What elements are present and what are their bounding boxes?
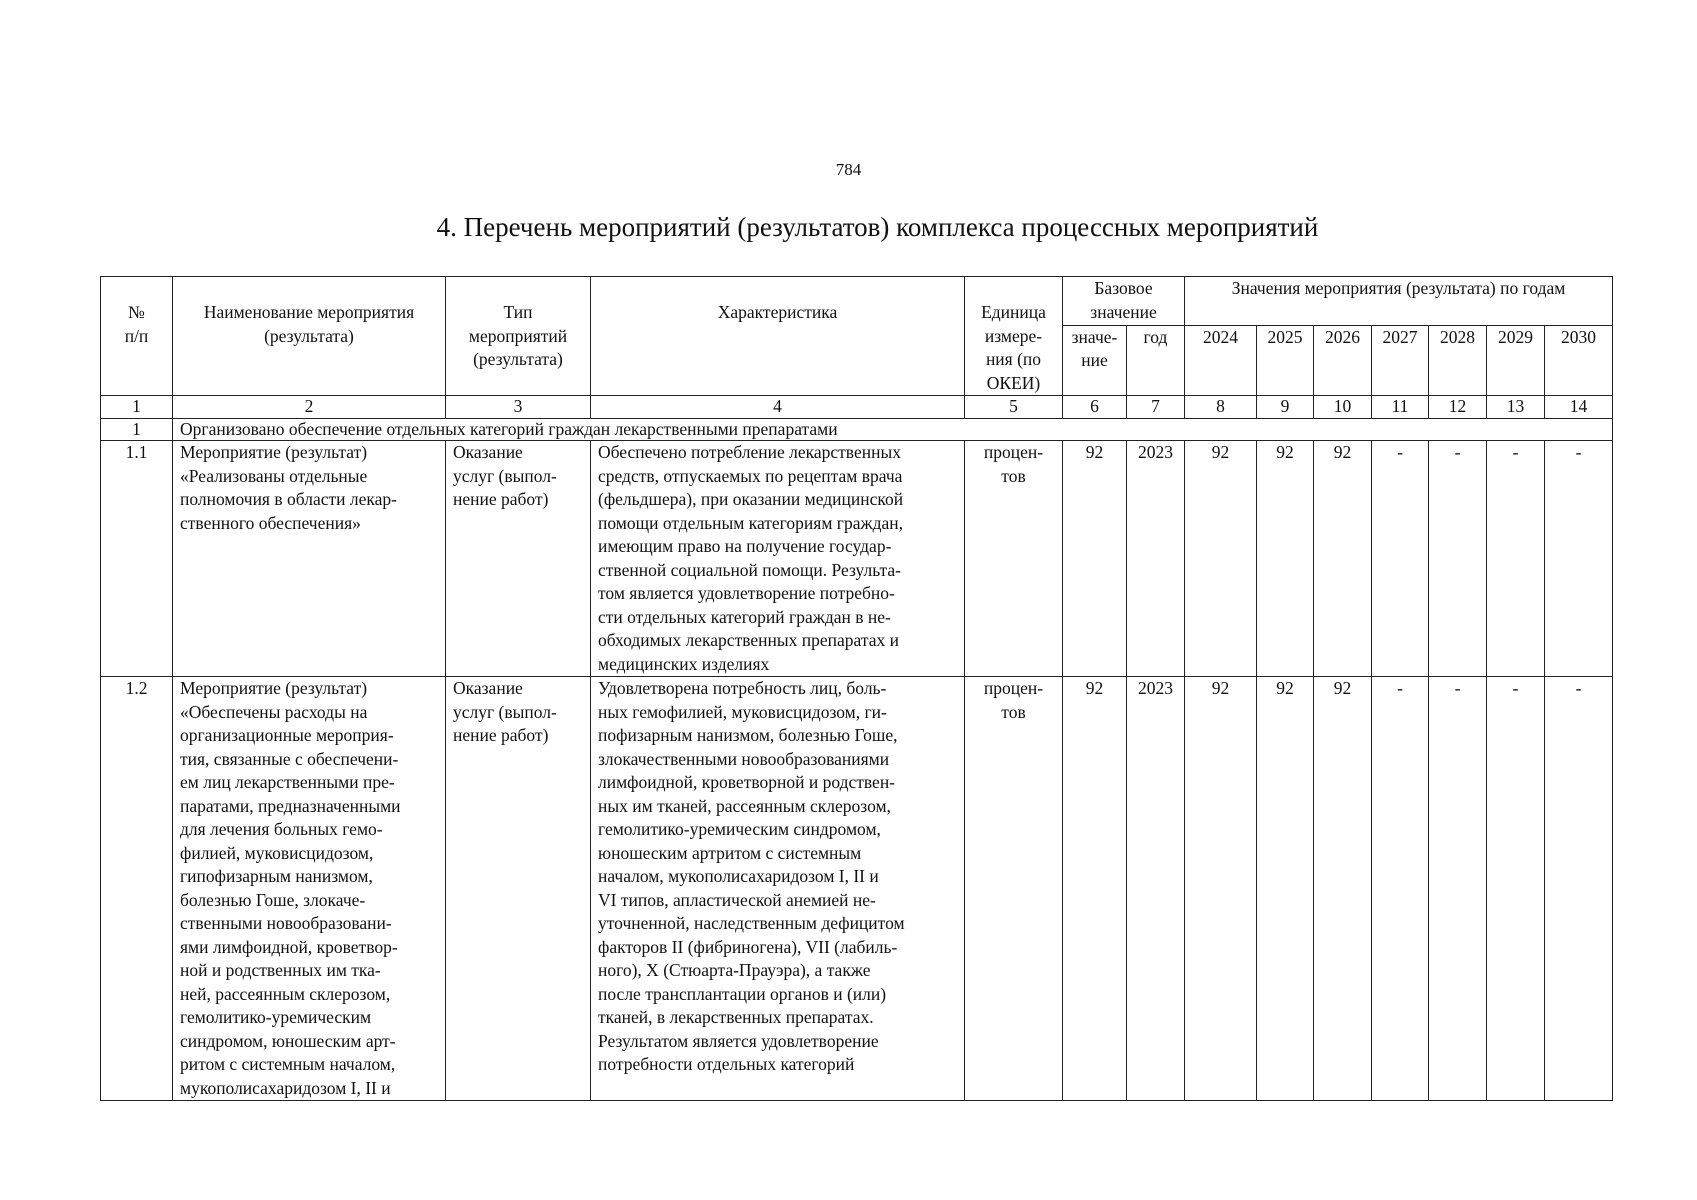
value-2029: - — [1487, 441, 1545, 677]
value-2030: - — [1545, 441, 1613, 677]
column-number: 11 — [1372, 396, 1429, 419]
row-number: 1.1 — [101, 441, 173, 677]
value-2028: - — [1429, 441, 1487, 677]
column-number: 6 — [1063, 396, 1127, 419]
value-2030: - — [1545, 677, 1613, 1101]
section-number: 1 — [101, 419, 173, 441]
column-number: 1 — [101, 396, 173, 419]
value-2026: 92 — [1314, 441, 1372, 677]
value-2028: - — [1429, 677, 1487, 1101]
measure-characteristic: Обеспечено потребление лекарственных средств, отпускаемых по рецептам врача (фельдшера), при оказании медицинской помощи отдельным категориям граждан, имеющим право на получение государ- ственной социальной помощи. Результа- том является удовлетворение потребно- сти отдельных категорий граждан в не- обходимых лекарственных препаратах и медицинских изделиях — [591, 441, 965, 677]
header-type: Тип мероприятий (результата) — [446, 277, 591, 396]
header-year-2027: 2027 — [1372, 325, 1429, 395]
base-value: 92 — [1063, 441, 1127, 677]
measure-name: Мероприятие (результат) «Реализованы отдельные полномочия в области лекар- ственного обеспечения» — [173, 441, 446, 677]
header-num: № п/п — [101, 277, 173, 396]
value-2024: 92 — [1185, 441, 1257, 677]
measures-table — [100, 276, 1613, 1101]
measure-unit: процен- тов — [965, 441, 1063, 677]
table-row — [101, 677, 1613, 1101]
header-year-2026: 2026 — [1314, 325, 1372, 395]
header-year-2029: 2029 — [1487, 325, 1545, 395]
column-number: 12 — [1429, 396, 1487, 419]
section-title: Организовано обеспечение отдельных категорий граждан лекарственными препаратами — [173, 419, 1613, 441]
header-characteristic: Характеристика — [591, 277, 965, 396]
column-number: 10 — [1314, 396, 1372, 419]
page-title: 4. Перечень мероприятий (результатов) комплекса процессных мероприятий — [436, 212, 1319, 242]
column-number: 8 — [1185, 396, 1257, 419]
header-base-year: год — [1127, 325, 1185, 395]
value-2029: - — [1487, 677, 1545, 1101]
value-2026: 92 — [1314, 677, 1372, 1101]
column-number: 5 — [965, 396, 1063, 419]
measure-unit: процен- тов — [965, 677, 1063, 1101]
header-name: Наименование мероприятия (результата) — [173, 277, 446, 396]
measure-characteristic: Удовлетворена потребность лиц, боль- ных гемофилией, муковисцидозом, ги- пофизарным нанизмом, болезнью Гоше, злокачественными новообразованиями лимфоидной, кроветворной и родствен- ных им тканей, рассеянным склерозом, гемолитико-уремическим синдромом, юношеским артритом с системным началом, мукополисахаридозом I, II и VI типов, апластической анемией не- уточненной, наследственным дефицитом факторов II (фибриногена), VII (лабиль- ного), X (Стюарта-Прауэра), а также после трансплантации органов и (или) тканей, в лекарственных препаратах. Результатом является удовлетворение потребности отдельных категорий — [591, 677, 965, 1101]
header-base: Базовое значение — [1063, 277, 1185, 326]
value-2027: - — [1372, 441, 1429, 677]
column-number: 3 — [446, 396, 591, 419]
base-year: 2023 — [1127, 677, 1185, 1101]
header-year-2030: 2030 — [1545, 325, 1613, 395]
header-year-2025: 2025 — [1257, 325, 1314, 395]
header-base-value: значе- ние — [1063, 325, 1127, 395]
section-row — [101, 419, 1613, 441]
measure-type: Оказание услуг (выпол- нение работ) — [446, 441, 591, 677]
table-row — [101, 441, 1613, 677]
header-unit: Единица измере- ния (по ОКЕИ) — [965, 277, 1063, 396]
row-number: 1.2 — [101, 677, 173, 1101]
column-number: 4 — [591, 396, 965, 419]
header-values-by-year: Значения мероприятия (результата) по годам — [1185, 277, 1613, 326]
column-number: 14 — [1545, 396, 1613, 419]
measure-name: Мероприятие (результат) «Обеспечены расходы на организационные мероприя- тия, связанные с обеспечени- ем лиц лекарственными пре- паратами, предназначенными для лечения больных гемо- филией, муковисцидозом, гипофизарным нанизмом, болезнью Гоше, злокаче- ственными новообразовани- ями лимфоидной, кроветвор- ной и родственных им тка- ней, рассеянным склерозом, гемолитико-уремическим синдромом, юношеским арт- ритом с системным началом, мукополисахаридозом I, II и — [173, 677, 446, 1101]
column-number: 13 — [1487, 396, 1545, 419]
value-2025: 92 — [1257, 677, 1314, 1101]
value-2027: - — [1372, 677, 1429, 1101]
base-value: 92 — [1063, 677, 1127, 1101]
measure-type: Оказание услуг (выпол- нение работ) — [446, 677, 591, 1101]
value-2025: 92 — [1257, 441, 1314, 677]
page-number: 784 — [835, 160, 862, 179]
column-number: 7 — [1127, 396, 1185, 419]
column-number: 9 — [1257, 396, 1314, 419]
value-2024: 92 — [1185, 677, 1257, 1101]
base-year: 2023 — [1127, 441, 1185, 677]
header-year-2028: 2028 — [1429, 325, 1487, 395]
header-year-2024: 2024 — [1185, 325, 1257, 395]
column-numbers-row — [101, 396, 1613, 419]
column-number: 2 — [173, 396, 446, 419]
